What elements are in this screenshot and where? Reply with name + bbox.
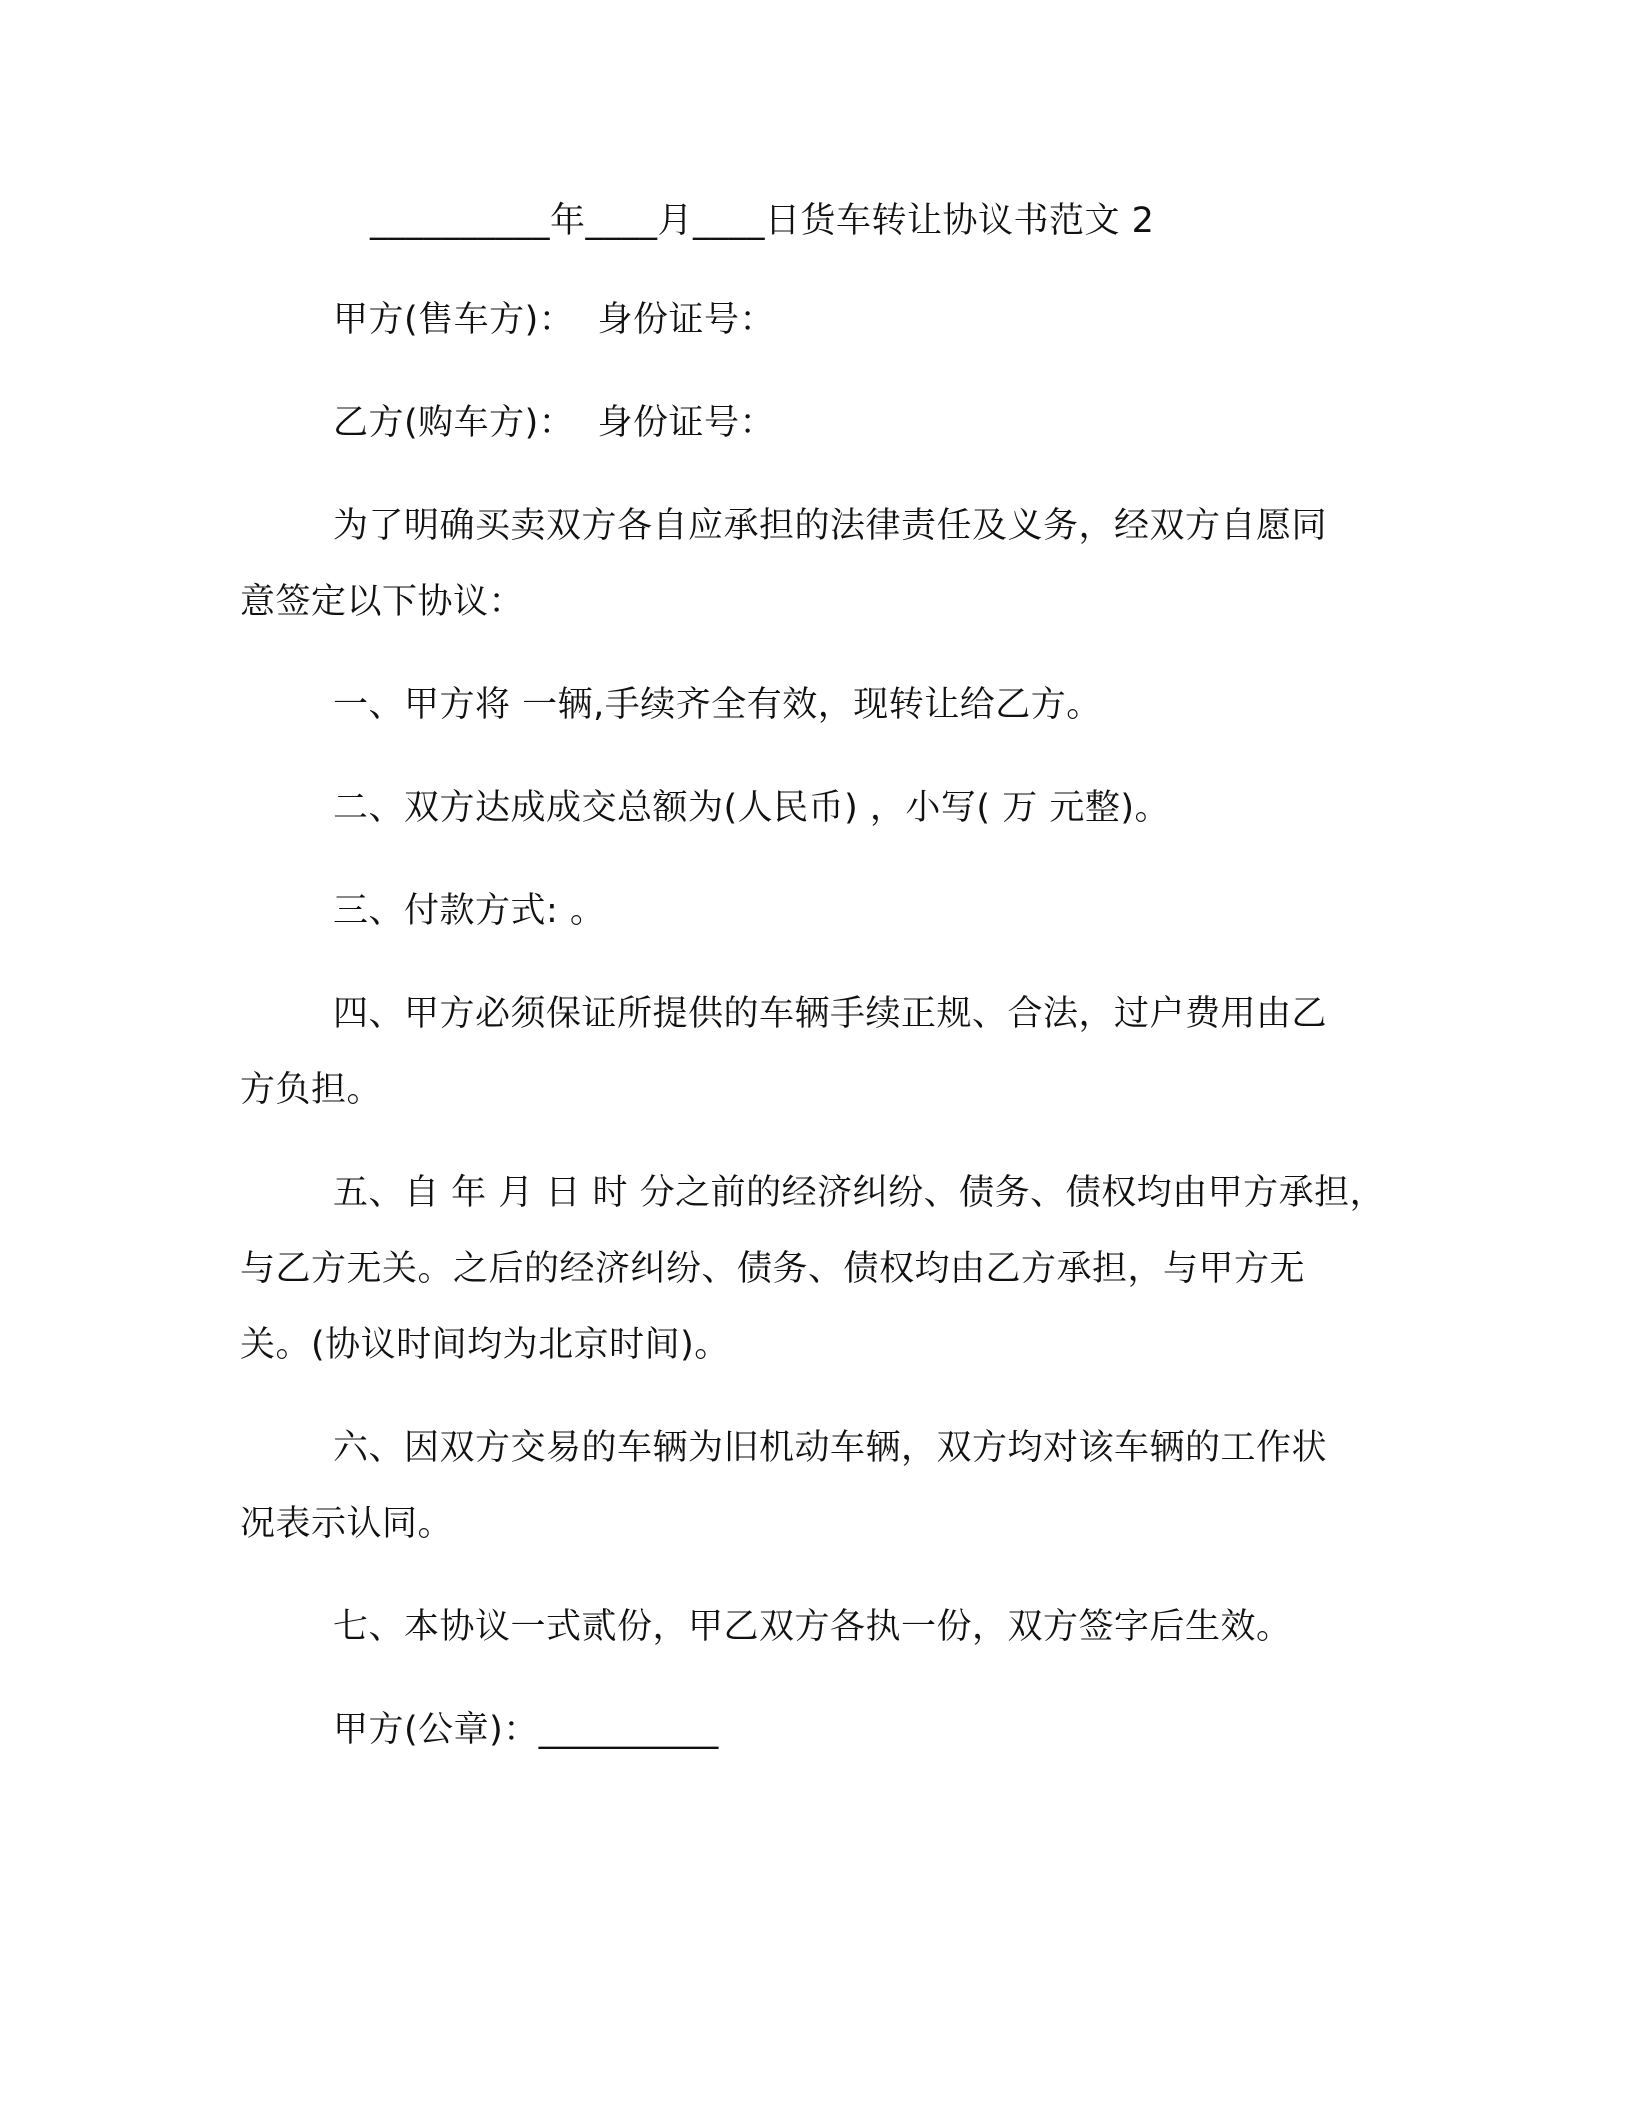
clause-6-line-1: 六、因双方交易的车辆为旧机动车辆，双方均对该车辆的工作状 [333,1428,1328,1468]
party-b-line: 乙方(购车方)： 身份证号： [333,403,776,443]
clause-5-line-3: 关。(协议时间均为北京时间)。 [240,1325,730,1365]
intro-line-1: 为了明确买卖双方各自应承担的法律责任及义务，经双方自愿同 [333,506,1328,546]
clause-4-line-2: 方负担。 [240,1070,383,1110]
clause-2: 二、双方达成成交总额为(人民币) ，小写( 万 元整)。 [333,788,1170,828]
clause-6-line-2: 况表示认同。 [240,1504,454,1544]
seal-line: 甲方(公章)：__________ [333,1710,719,1750]
clause-3: 三、付款方式: 。 [333,891,606,931]
intro-line-2: 意签定以下协议： [240,582,525,622]
clause-5-line-2: 与乙方无关。之后的经济纠纷、债务、债权均由乙方承担，与甲方无 [240,1249,1306,1289]
document-title: __________年____月____日货车转让协议书范文 2 [370,201,1155,241]
clause-5-line-1: 五、自 年 月 日 时 分之前的经济纠纷、债务、债权均由甲方承担， [333,1173,1386,1213]
clause-1: 一、甲方将 一辆,手续齐全有效，现转让给乙方。 [333,685,1102,725]
party-a-line: 甲方(售车方)： 身份证号： [333,300,776,340]
clause-4-line-1: 四、甲方必须保证所提供的车辆手续正规、合法，过户费用由乙 [333,994,1328,1034]
clause-7: 七、本协议一式贰份，甲乙双方各执一份，双方签字后生效。 [333,1607,1292,1647]
